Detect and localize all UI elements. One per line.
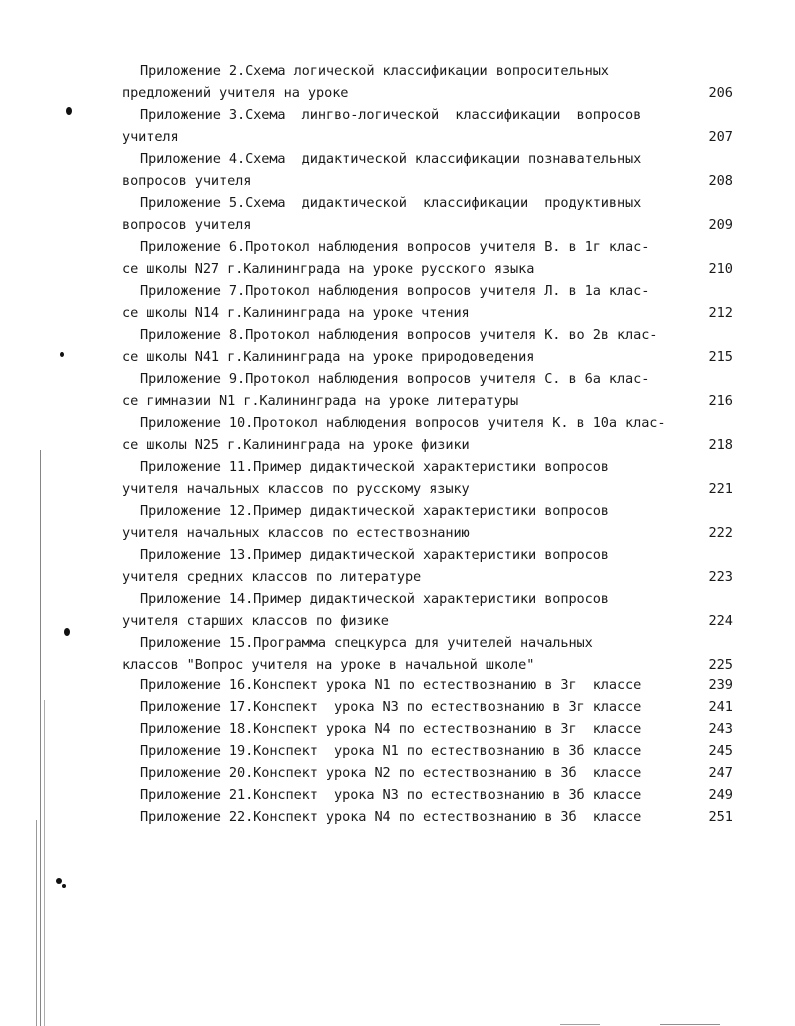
toc-entry-title: Приложение 5.Схема дидактической классификации продуктивных <box>140 195 642 211</box>
toc-page-number: 210 <box>708 261 733 277</box>
toc-page-number: 249 <box>708 787 733 803</box>
toc-entry-title-continued: се школы N14 г.Калининграда на уроке чтения <box>122 305 470 321</box>
toc-page-number: 207 <box>708 129 733 145</box>
scan-speck <box>60 352 64 357</box>
toc-page-number: 222 <box>708 525 733 541</box>
toc-page-number: 206 <box>708 85 733 101</box>
toc-page-number: 208 <box>708 173 733 189</box>
toc-page-number: 215 <box>708 349 733 365</box>
scan-speck <box>62 884 66 888</box>
toc-page-number: 216 <box>708 393 733 409</box>
toc-entry-title: Приложение 14.Пример дидактической характеристики вопросов <box>140 591 609 607</box>
toc-entry-title: Приложение 8.Протокол наблюдения вопросов учителя К. во 2в клас- <box>140 327 658 343</box>
toc-entry-title: Приложение 15.Программа спецкурса для учителей начальных <box>140 635 593 651</box>
toc-page-number: 251 <box>708 809 733 825</box>
toc-entry-title: Приложение 11.Пример дидактической характеристики вопросов <box>140 459 609 475</box>
toc-page-number: 225 <box>708 657 733 673</box>
toc-entry-title-continued: вопросов учителя <box>122 173 252 189</box>
scan-speck <box>56 878 62 884</box>
scan-edge-line <box>40 450 41 1026</box>
toc-page-number: 239 <box>708 677 733 693</box>
toc-entry-title-continued: учителя начальных классов по естествознанию <box>122 525 470 541</box>
toc-page-number: 209 <box>708 217 733 233</box>
toc-entry-title: Приложение 10.Протокол наблюдения вопросов учителя К. в 10а клас- <box>140 415 666 431</box>
scan-speck <box>64 628 70 636</box>
toc-page-number: 241 <box>708 699 733 715</box>
toc-entry-title: Приложение 4.Схема дидактической классификации познавательных <box>140 151 642 167</box>
toc-page-number: 212 <box>708 305 733 321</box>
toc-entry-title-continued: се школы N25 г.Калининграда на уроке физики <box>122 437 470 453</box>
toc-page-number: 221 <box>708 481 733 497</box>
toc-entry-title: Приложение 21.Конспект урока N3 по естествознанию в 3б классе <box>140 787 642 803</box>
toc-entry-title: Приложение 18.Конспект урока N4 по естествознанию в 3г классе <box>140 721 642 737</box>
toc-entry-title: Приложение 9.Протокол наблюдения вопросов учителя С. в 6а клас- <box>140 371 650 387</box>
toc-entry-title-continued: се школы N41 г.Калининграда на уроке природоведения <box>122 349 535 365</box>
toc-page-number: 245 <box>708 743 733 759</box>
toc-entry-title: Приложение 12.Пример дидактической характеристики вопросов <box>140 503 609 519</box>
toc-entry-title-continued: учителя <box>122 129 179 145</box>
scan-speck <box>66 107 72 115</box>
toc-entry-title: Приложение 17.Конспект урока N3 по естествознанию в 3г классе <box>140 699 642 715</box>
toc-entry-title: Приложение 3.Схема лингво-логической классификации вопросов <box>140 107 642 123</box>
toc-entry-title: Приложение 20.Конспект урока N2 по естествознанию в 3б классе <box>140 765 642 781</box>
toc-entry-title-continued: учителя старших классов по физике <box>122 613 389 629</box>
toc-entry-title-continued: учителя начальных классов по русскому языку <box>122 481 470 497</box>
scan-edge-line <box>44 700 45 1026</box>
toc-page-number: 224 <box>708 613 733 629</box>
toc-entry-title: Приложение 19.Конспект урока N1 по естествознанию в 3б классе <box>140 743 642 759</box>
toc-entry-title: Приложение 2.Схема логической классификации вопросительных <box>140 63 609 79</box>
scan-edge-line <box>36 820 37 1026</box>
toc-entry-title-continued: се школы N27 г.Калининграда на уроке русского языка <box>122 261 535 277</box>
toc-page-number: 223 <box>708 569 733 585</box>
toc-entry-title: Приложение 6.Протокол наблюдения вопросов учителя В. в 1г клас- <box>140 239 650 255</box>
toc-page-number: 243 <box>708 721 733 737</box>
toc-entry-title-continued: учителя средних классов по литературе <box>122 569 422 585</box>
toc-entry-title-continued: предложений учителя на уроке <box>122 85 349 101</box>
scan-edge-line <box>560 1024 600 1025</box>
toc-entry-title: Приложение 16.Конспект урока N1 по естествознанию в 3г классе <box>140 677 642 693</box>
scan-edge-line <box>660 1024 720 1025</box>
toc-page-number: 218 <box>708 437 733 453</box>
toc-entry-title-continued: се гимназии N1 г.Калининграда на уроке литературы <box>122 393 519 409</box>
toc-entry-title: Приложение 13.Пример дидактической характеристики вопросов <box>140 547 609 563</box>
toc-entry-title: Приложение 22.Конспект урока N4 по естествознанию в 3б классе <box>140 809 642 825</box>
toc-entry-title-continued: классов "Вопрос учителя на уроке в начальной школе" <box>122 657 535 673</box>
toc-page-number: 247 <box>708 765 733 781</box>
toc-entry-title: Приложение 7.Протокол наблюдения вопросов учителя Л. в 1а клас- <box>140 283 650 299</box>
toc-entry-title-continued: вопросов учителя <box>122 217 252 233</box>
